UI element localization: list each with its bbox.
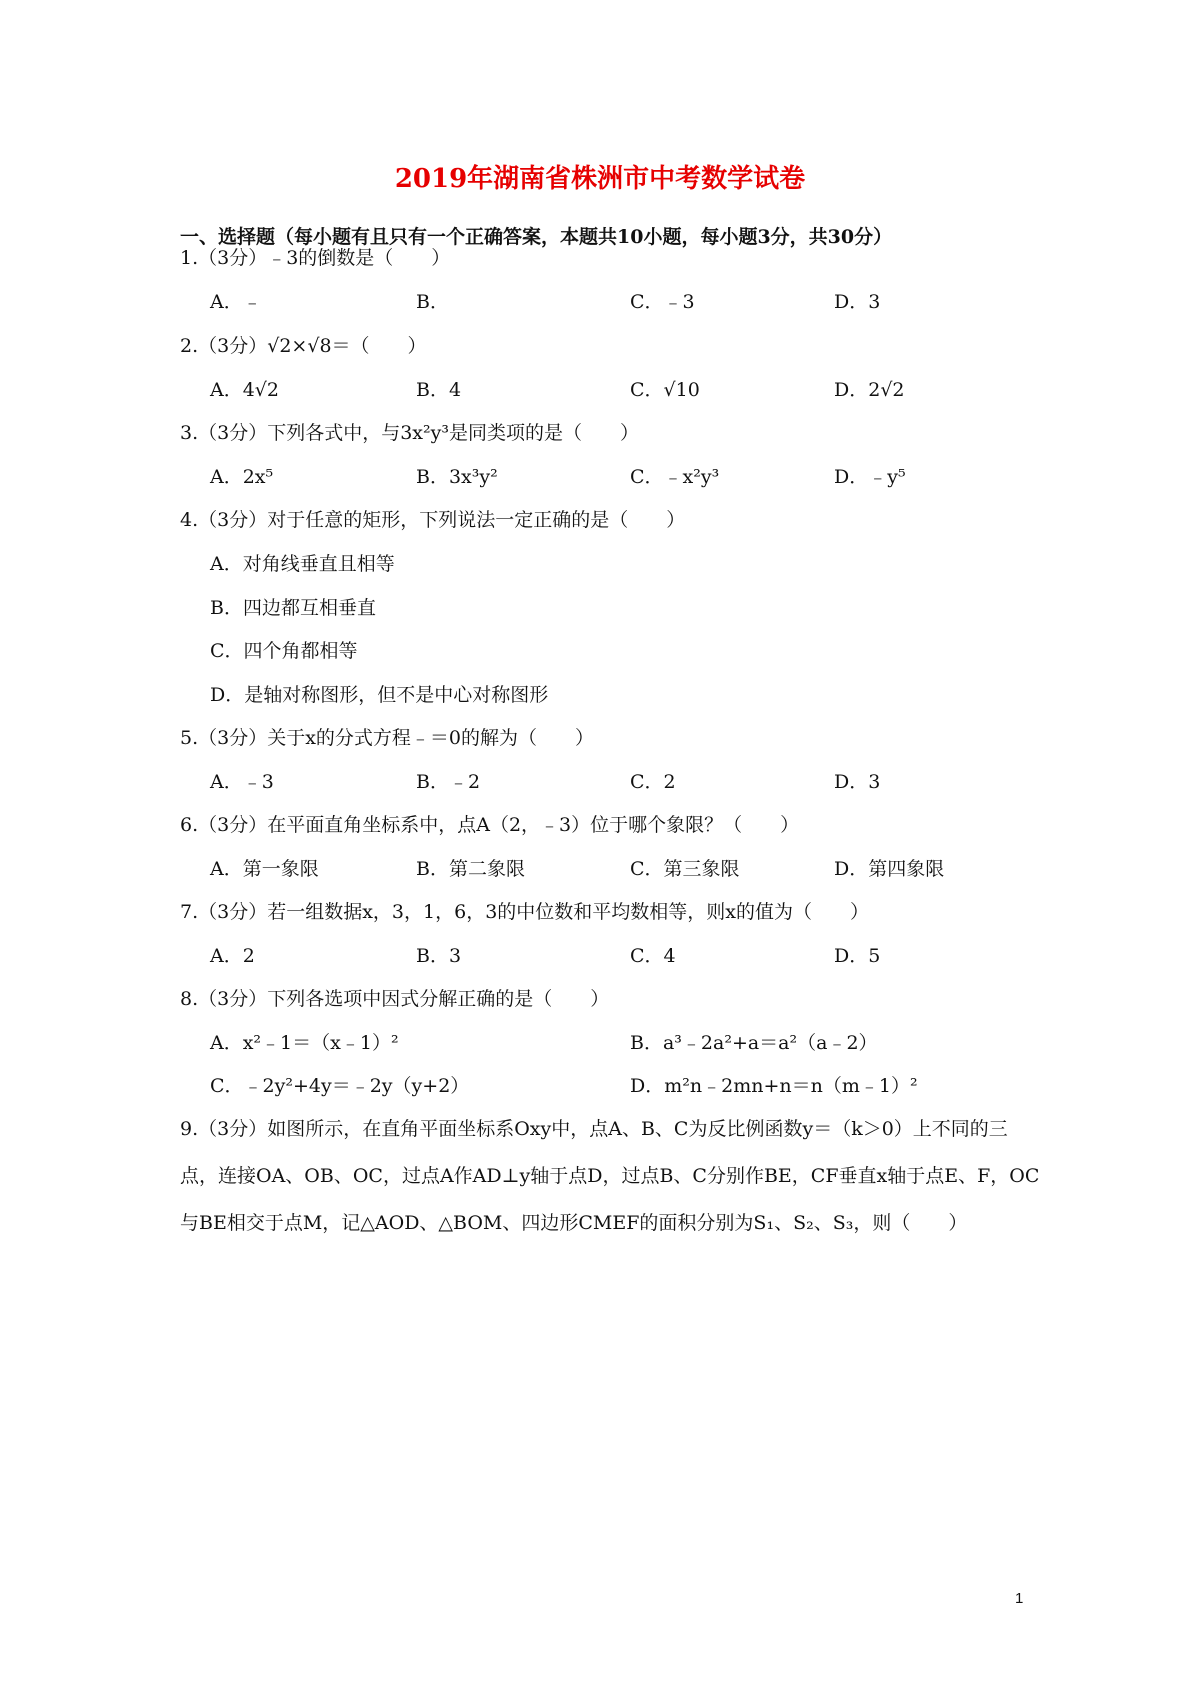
page-number: 1 (1015, 1590, 1024, 1607)
q7-option-b: B．3 (416, 945, 462, 967)
q6-option-d: D．第四象限 (834, 858, 945, 880)
q1-option-d: D．3 (834, 291, 881, 313)
q5-option-d: D．3 (834, 771, 881, 793)
q5-option-a: A．﹣3 (210, 771, 274, 793)
q4-option-a: A．对角线垂直且相等 (210, 553, 395, 575)
q8-option-d: D．m²n﹣2mn+n＝n（m﹣1）² (630, 1075, 918, 1097)
q2-option-c: C．√10 (630, 379, 700, 401)
question-6-stem: 6.（3分）在平面直角坐标系中，点A（2，﹣3）位于哪个象限？（ ） (180, 814, 800, 836)
q3-option-c: C．﹣x²y³ (630, 466, 720, 488)
q8-option-b: B．a³﹣2a²+a＝a²（a﹣2） (630, 1032, 878, 1054)
q8-option-a: A．x²﹣1＝（x﹣1）² (210, 1032, 399, 1054)
q4-option-b: B．四边都互相垂直 (210, 597, 376, 619)
question-3-stem: 3.（3分）下列各式中，与3x²y³是同类项的是（ ） (180, 422, 639, 444)
q8-option-c: C．﹣2y²+4y＝﹣2y（y+2） (210, 1075, 470, 1097)
q7-option-a: A．2 (210, 945, 255, 967)
q3-option-b: B．3x³y² (416, 466, 498, 488)
q7-option-d: D．5 (834, 945, 881, 967)
question-5-stem: 5.（3分）关于x的分式方程﹣＝0的解为（ ） (180, 727, 595, 749)
q6-option-b: B．第二象限 (416, 858, 525, 880)
q4-option-d: D．是轴对称图形，但不是中心对称图形 (210, 684, 549, 706)
q2-option-d: D．2√2 (834, 379, 905, 401)
q7-option-c: C．4 (630, 945, 676, 967)
question-8-stem: 8.（3分）下列各选项中因式分解正确的是（ ） (180, 988, 610, 1010)
q1-option-c: C．﹣3 (630, 291, 695, 313)
q2-option-b: B．4 (416, 379, 462, 401)
question-2-stem: 2.（3分）√2×√8＝（ ） (180, 335, 427, 357)
q4-option-c: C．四个角都相等 (210, 640, 358, 662)
section-heading: 一、选择题（每小题有且只有一个正确答案，本题共10小题，每小题3分，共30分） (180, 226, 893, 248)
q6-option-c: C．第三象限 (630, 858, 740, 880)
q3-option-d: D．﹣y⁵ (834, 466, 906, 488)
q5-option-c: C．2 (630, 771, 676, 793)
q6-option-a: A．第一象限 (210, 858, 319, 880)
q3-option-a: A．2x⁵ (210, 466, 274, 488)
q5-option-b: B．﹣2 (416, 771, 481, 793)
question-7-stem: 7.（3分）若一组数据x，3，1，6，3的中位数和平均数相等，则x的值为（ ） (180, 901, 870, 923)
question-1-stem: 1.（3分）﹣3的倒数是（ ） (180, 247, 451, 269)
q1-option-b: B． (416, 291, 449, 313)
q2-option-a: A．4√2 (210, 379, 280, 401)
question-9-stem: 9.（3分）如图所示，在直角平面坐标系Oxy中，点A、B、C为反比例函数y＝（k＞0）上不同的三点，连接OA、OB、OC，过点A作AD⊥y轴于点D，过点B、C分别作BE，CF垂直x轴于点E、F，OC与BE相交于点M，记△AOD、△BOM、四边形CMEF的面积分别为S₁、S₂、S₃，则（ ） (180, 1118, 1040, 1234)
q1-option-a: A．﹣ (210, 291, 262, 313)
exam-title: 2019年湖南省株洲市中考数学试卷 (394, 164, 806, 194)
question-4-stem: 4.（3分）对于任意的矩形，下列说法一定正确的是（ ） (180, 509, 686, 531)
